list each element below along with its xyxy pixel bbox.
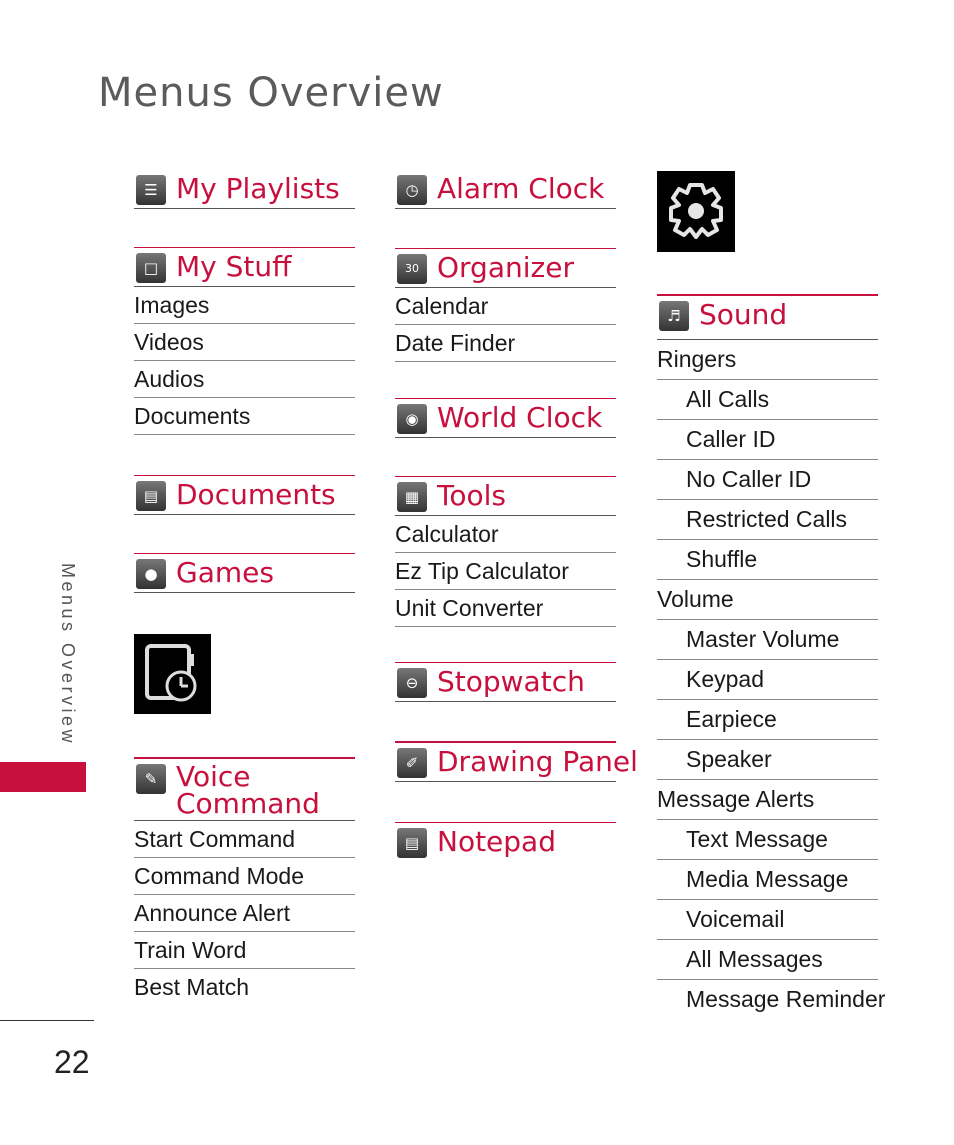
sub-list-item[interactable]: Message Reminder [686,986,886,1012]
menu-header-world-clock[interactable] [395,398,616,438]
menu-title: Organizer [437,251,574,284]
section-organizer [395,248,616,362]
sub-list-item[interactable]: Restricted Calls [657,500,878,540]
menu-header-organizer[interactable] [395,248,616,288]
calendar-icon: 30 [397,254,427,284]
menu-title: World Clock [437,401,603,434]
list-item[interactable]: Ringers [657,340,878,380]
globe-icon: ◉ [397,404,427,434]
list-item[interactable]: Date Finder [395,325,616,362]
menu-title-line-1: Voice [176,760,251,793]
menu-header-drawing-panel[interactable] [395,741,638,782]
menu-title: Documents [176,478,336,511]
section-sound [657,294,886,1019]
calculator-icon: ▦ [397,482,427,512]
menu-header-tools[interactable] [395,476,616,516]
sub-list-item[interactable]: All Calls [657,380,878,420]
tools-list [395,516,616,627]
list-item[interactable]: Calculator [395,516,616,553]
menu-title-line-2: Command [176,787,320,820]
list-item[interactable]: Images [134,287,355,324]
sub-list-item[interactable]: Earpiece [657,700,878,740]
menu-header-sound[interactable] [657,294,878,340]
list-item[interactable]: Calendar [395,288,616,325]
page-number: 22 [54,1044,90,1080]
section-world-clock [395,398,616,438]
column-1 [134,170,355,1005]
sub-list-item[interactable]: Speaker [657,740,878,780]
organizer-list [395,288,616,362]
side-label: Menus Overview [58,563,78,747]
organizer-category-icon [134,634,211,714]
sub-list-item[interactable]: Keypad [657,660,878,700]
list-item[interactable]: Announce Alert [134,895,355,932]
category-icon-tools [134,634,355,719]
menu-title: Notepad [437,825,556,858]
my-stuff-list [134,287,355,435]
sound-list [657,340,886,1019]
menu-title [176,760,320,820]
list-item[interactable]: Start Command [134,821,355,858]
sub-list-item[interactable]: Shuffle [657,540,878,580]
section-drawing-panel [395,741,638,782]
column-3 [657,171,886,1019]
menu-title: Tools [437,479,506,512]
section-tools [395,476,616,627]
footer-divider [0,1020,94,1021]
sub-list-item[interactable]: Master Volume [657,620,878,660]
section-documents [134,475,355,515]
menu-header-my-playlists[interactable] [134,170,355,209]
menu-title: Stopwatch [437,665,585,698]
section-my-stuff [134,247,355,435]
folder-icon: □ [136,253,166,283]
list-item[interactable]: Best Match [134,974,250,1000]
stopwatch-icon: ⊖ [397,668,427,698]
menu-title: Alarm Clock [437,172,605,205]
sub-list-item[interactable]: Media Message [657,860,878,900]
section-my-playlists [134,170,355,209]
section-games [134,553,355,593]
notepad-icon: ▤ [397,828,427,858]
menu-title: My Playlists [176,172,340,205]
sub-list-item[interactable]: Voicemail [657,900,878,940]
list-item[interactable]: Unit Converter [395,590,616,627]
microphone-icon: ✎ [136,764,166,794]
sub-list-item[interactable]: Text Message [657,820,878,860]
list-item[interactable]: Audios [134,361,355,398]
sub-list-item[interactable]: All Messages [657,940,878,980]
drawing-icon: ✐ [397,748,427,778]
sub-list-item[interactable]: No Caller ID [657,460,878,500]
section-notepad [395,822,616,861]
gear-icon [657,171,735,252]
menu-header-games[interactable] [134,553,355,593]
list-item[interactable]: Command Mode [134,858,355,895]
menu-header-stopwatch[interactable] [395,662,616,702]
side-tab-bar [0,762,86,792]
category-icon-settings [657,171,878,257]
speaker-icon: ♬ [659,301,689,331]
menu-header-my-stuff[interactable] [134,247,355,287]
list-item[interactable]: Train Word [134,932,355,969]
menu-title: Drawing Panel [437,745,638,778]
page-title: Menus Overview [98,70,444,116]
menu-header-voice-command[interactable] [134,757,355,821]
list-item[interactable]: Volume [657,580,878,620]
menu-title: My Stuff [176,250,292,283]
gamepad-icon: ● [136,559,166,589]
document-icon: ▤ [136,481,166,511]
column-2 [395,170,638,861]
menu-header-alarm-clock[interactable] [395,170,616,209]
menu-title: Sound [699,298,788,331]
section-alarm-clock [395,170,616,209]
list-item[interactable]: Videos [134,324,355,361]
list-item[interactable]: Ez Tip Calculator [395,553,616,590]
section-voice-command [134,757,355,1005]
alarm-clock-icon: ◷ [397,175,427,205]
menu-header-notepad[interactable] [395,822,616,861]
list-item[interactable]: Documents [134,398,355,435]
voice-command-list [134,821,355,1005]
sub-list-item[interactable]: Caller ID [657,420,878,460]
list-item[interactable]: Message Alerts [657,780,878,820]
section-stopwatch [395,662,616,702]
menu-title: Games [176,556,274,589]
playlist-icon: ☰ [136,175,166,205]
menu-header-documents[interactable] [134,475,355,515]
